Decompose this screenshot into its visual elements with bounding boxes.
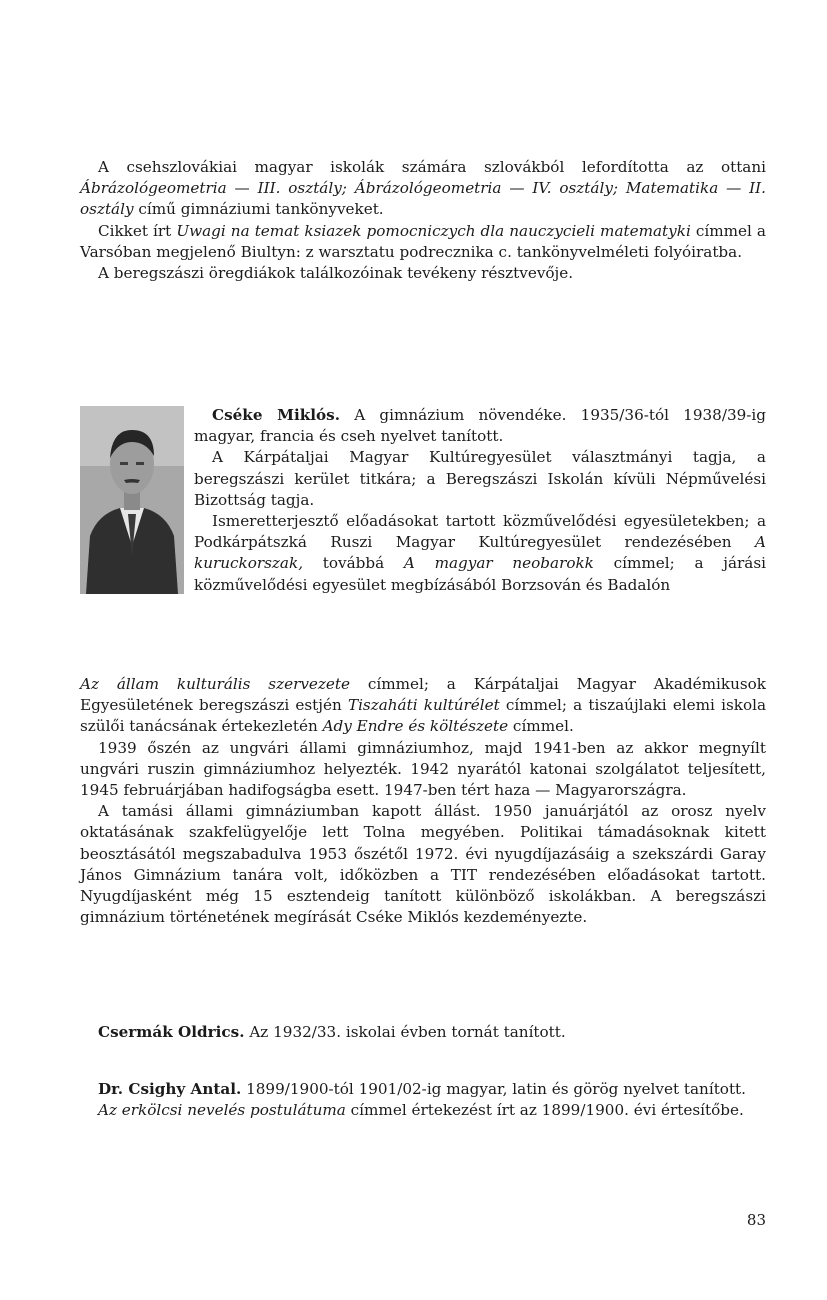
- intro-paragraph-2: [80, 221, 766, 263]
- portrait-icon: [80, 406, 184, 594]
- csighy-paragraph-2: [80, 1100, 766, 1121]
- person-name-cseke: Cséke Miklós.: [212, 406, 340, 424]
- csermak-entry: [80, 1022, 766, 1043]
- italic-title: Az állam kulturális szervezete: [80, 675, 350, 693]
- text-run: című gimnáziumi tankönyveket.: [133, 200, 384, 219]
- cseke-paragraph-5: 1939 őszén az ungvári állami gimnáziumhoz, majd 1941-ben az akkor megnyílt ungvári ruszin gimnáziumhoz helyezték. 1942 nyarától katonai szolgálatot teljesített, 1945 februárjában hadifogságba esett. 1947-ben tért haza — Magyarországra.: [80, 738, 766, 800]
- italic-title: A magyar neobarokk: [403, 554, 594, 573]
- italic-title: Uwagi na temat ksiazek pomocniczych dla nauczycieli matematyki: [176, 221, 691, 240]
- text-run: Az 1932/33. iskolai évben tornát tanított.: [244, 1023, 566, 1041]
- text-run: címmel; a tiszaújlaki elemi iskola szülői tanácsának értekezletén: [80, 696, 766, 736]
- cseke-paragraph-1: [194, 405, 766, 447]
- cseke-paragraph-3: [194, 511, 766, 596]
- text-run: címmel a Varsóban megjelenő Biultyn: z warsztatu podrecznika c. tankönyvelméleti folyóiratba.: [80, 221, 766, 261]
- intro-section: [80, 157, 766, 284]
- italic-title: Ady Endre és költészete: [322, 717, 509, 736]
- intro-paragraph-1: [80, 157, 766, 221]
- cseke-paragraph-4: [80, 674, 766, 738]
- intro-paragraph-3: A beregszászi öregdiákok találkozóinak tevékeny résztvevője.: [98, 264, 574, 283]
- text-run: A csehszlovákiai magyar iskolák számára szlovákból lefordította az ottani: [98, 158, 766, 176]
- italic-title: Az erkölcsi nevelés postulátuma: [98, 1101, 346, 1120]
- italic-title: Tiszaháti kultúrélet: [347, 696, 500, 715]
- cseke-paragraph-2: A Kárpátaljai Magyar Kultúregyesület választmányi tagja, a beregszászi kerület titkára; a Beregszászi Iskolán kívüli Népművelési Bizottság tagja.: [194, 448, 766, 509]
- csighy-paragraph-1: [80, 1079, 766, 1100]
- text-run: Ismeretterjesztő előadásokat tartott közművelődési egyesületekben; a Podkárpátszká Ruszi Magyar Kultúregyesület rendezésében: [194, 512, 766, 552]
- csermak-paragraph: [80, 1022, 766, 1043]
- text-run: továbbá: [303, 554, 404, 573]
- cseke-entry-side: [194, 405, 766, 596]
- page-number: 83: [746, 1211, 766, 1229]
- cseke-entry-continued: [80, 674, 766, 928]
- text-run: címmel; a Kárpátaljai Magyar Akadémikusok Egyesületének beregszászi estjén: [80, 675, 767, 715]
- portrait-photo: [80, 406, 184, 594]
- cseke-paragraph-6: A tamási állami gimnáziumban kapott állást. 1950 januárjától az orosz nyelv oktatásának szakfelügyelője lett Tolna megyében. Politikai támadásoknak kitett beosztásától megszabadulva 1953 őszétől 1972. évi nyugdíjazásáig a szekszárdi Garay János Gimnázium tanára volt, időközben a TIT rendezésében előadásokat tartott. Nyugdíjasként még 15 esztendeig tanított különböző iskolákban. A beregszászi gimnázium történetének megírását Cséke Miklós kezdeményezte.: [80, 802, 766, 927]
- italic-title: Ábrázológeometria — III. osztály; Ábrázológeometria — IV. osztály; Matematika — II. osztály: [80, 179, 766, 219]
- text-run: címmel.: [508, 717, 574, 736]
- csighy-entry: [80, 1079, 766, 1121]
- text-run: címmel; a járási közművelődési egyesület megbízásából Borzsován és Badalón: [194, 554, 766, 594]
- italic-title: A kuruckorszak,: [194, 533, 766, 573]
- person-name-csighy: Dr. Csighy Antal.: [98, 1080, 242, 1098]
- text-run: 1899/1900-tól 1901/02-ig magyar, latin és görög nyelvet tanított.: [241, 1080, 746, 1098]
- text-run: Cikket írt: [98, 221, 177, 240]
- text-run: A gimnázium növendéke. 1935/36-tól 1938/39-ig magyar, francia és cseh nyelvet tanított.: [194, 406, 766, 446]
- person-name-csermak: Csermák Oldrics.: [98, 1023, 245, 1041]
- text-run: címmel értekezést írt az 1899/1900. évi értesítőbe.: [345, 1101, 744, 1120]
